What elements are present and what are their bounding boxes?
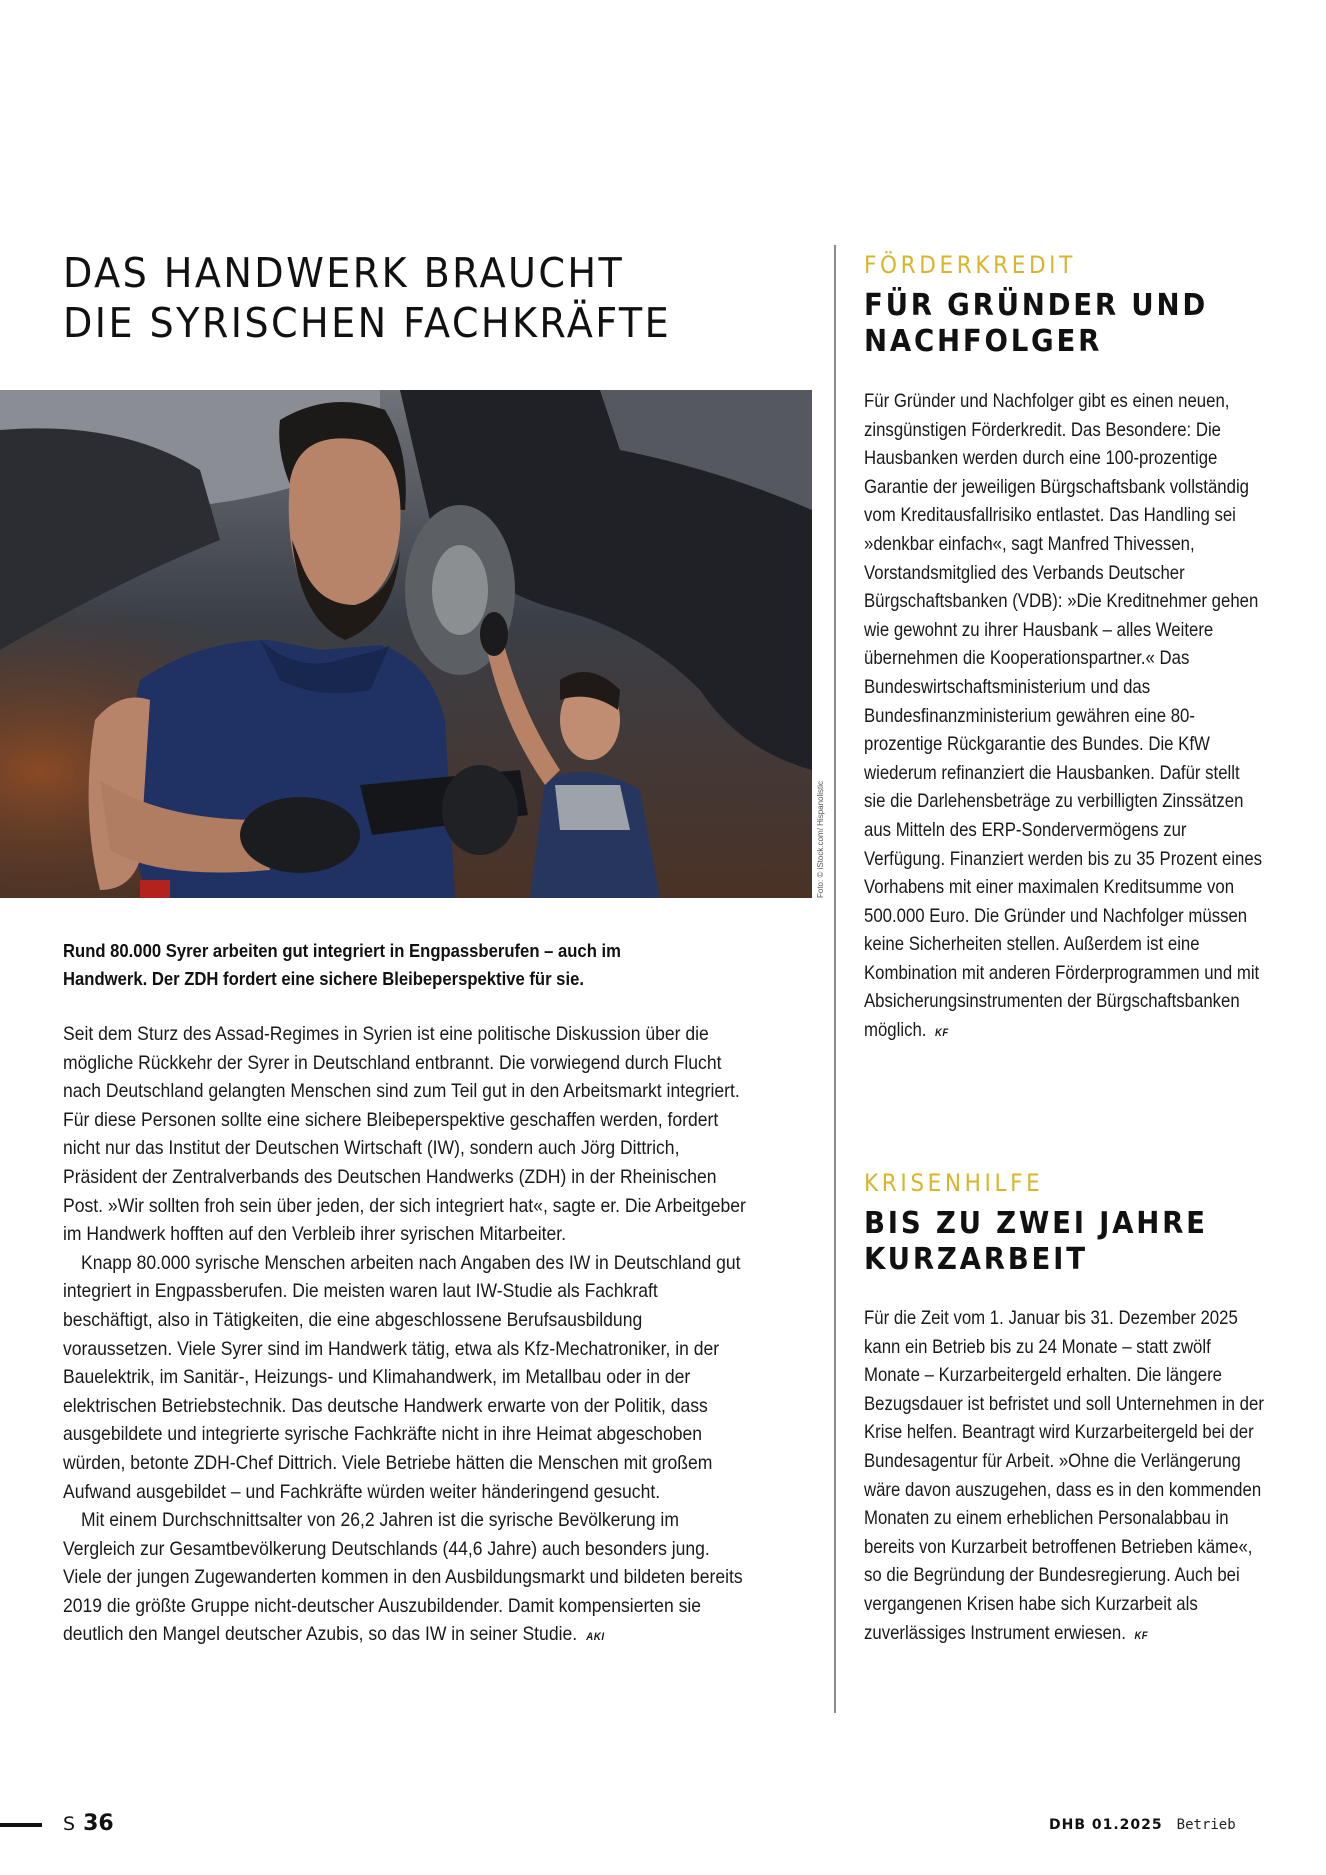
page-prefix: S <box>63 1813 76 1835</box>
author-initials: AKI <box>586 1631 605 1644</box>
article-paragraph-text: Mit einem Durchschnittsalter von 26,2 Jahren ist die syrische Bevölkerung im Vergleich zur Gesamtbevölkerung Deutschlands (44,6 Jahre) auch besonders jung. Viele der jungen Zugewanderten kommen in den Ausbildungsmarkt und bildeten bereits 2019 die größte Gruppe nicht-deutscher Auszubildender. Damit kompensierten sie deutlich den Mangel deutscher Azubis, so das IW in seiner Studie. <box>63 1509 743 1646</box>
sidebar-title <box>864 288 1232 360</box>
sidebar-text-foerderkredit <box>864 387 1263 1048</box>
workshop-photo-illustration <box>0 390 812 898</box>
article-title <box>63 248 770 348</box>
article-body <box>63 1020 747 1652</box>
page-number-value: 36 <box>83 1811 114 1836</box>
sidebar-text-krisenhilfe <box>864 1304 1264 1650</box>
footer-rule <box>0 1823 42 1827</box>
page-number <box>63 1811 114 1837</box>
issue-info <box>1049 1815 1236 1835</box>
article-teaser: Rund 80.000 Syrer arbeiten gut integriert in Engpassberufen – auch im Handwerk. Der ZDH fordert eine sichere Bleibeperspektive für sie. <box>63 940 621 989</box>
sidebar-paragraph-text: Für die Zeit vom 1. Januar bis 31. Dezember 2025 kann ein Betrieb bis zu 24 Monate – statt zwölf Monate – Kurzarbeitergeld erhalten. Die längere Bezugsdauer ist befristet und soll Unternehmen in der Krise helfen. Beantragt wird Kurzarbeitergeld bei der Bundesagentur für Arbeit. »Ohne die Verlängerung wäre davon auszugehen, dass es in den kommenden Monaten zu einem erheblichen Personalabbau in bereits von Kurzarbeit betroffenen Betrieben käme«, so die Begründung der Bundesregierung. Auch bei vergangenen Krisen habe sich Kurzarbeit als zuverlässiges Instrument erwiesen. <box>864 1307 1264 1644</box>
sidebar-title-line-2: KURZARBEIT <box>864 1242 1088 1277</box>
sidebar-paragraph <box>864 387 1264 1048</box>
sidebar-title-line-2: NACHFOLGER <box>864 324 1103 359</box>
sidebar-title <box>864 1206 1232 1278</box>
sidebar-item-krisenhilfe <box>864 1168 1264 1278</box>
article-paragraph <box>63 1506 747 1652</box>
sidebar-item-foerderkredit <box>864 250 1264 360</box>
article-title-line-1: DAS HANDWERK BRAUCHT <box>63 249 625 297</box>
sidebar-paragraph <box>864 1304 1264 1650</box>
magazine-issue: DHB 01.2025 <box>1049 1817 1163 1833</box>
author-initials: KF <box>1134 1629 1148 1642</box>
sidebar-title-line-1: FÜR GRÜNDER UND <box>864 288 1208 323</box>
section-name: Betrieb <box>1176 1817 1236 1833</box>
sidebar-kicker: KRISENHILFE <box>864 1169 1044 1197</box>
article-paragraph: Knapp 80.000 syrische Menschen arbeiten nach Angaben des IW in Deutschland gut integriert in Engpassberufen. Die meisten waren laut IW-Studie als Fachkraft beschäftigt, also in Tätigkeiten, die eine abgeschlossene Berufsausbildung voraussetzen. Viele Syrer sind im Handwerk tätig, etwa als Kfz-Mechatroniker, in der Bauelektrik, im Sanitär-, Heizungs- und Klimahandwerk, im Metallbau oder in der elektrischen Betriebstechnik. Das deutsche Handwerk erwarte von der Politik, dass ausgebildete und integrierte syrische Fachkräfte nicht in ihre Heimat abgeschoben würden, betonte ZDH-Chef Dittrich. Viele Betriebe hätten die Menschen mit großem Aufwand ausgebildet – und Fachkräfte würden weiter händeringend gesucht. <box>63 1251 741 1503</box>
sidebar-kicker: FÖRDERKREDIT <box>864 251 1076 279</box>
column-divider <box>834 245 836 1713</box>
photo-credit: Foto: © iStock.com/ Hispanolistic <box>816 780 825 898</box>
article-photo <box>0 390 812 898</box>
sidebar-paragraph-text: Für Gründer und Nachfolger gibt es einen neuen, zinsgünstigen Förderkredit. Das Besondere: Die Hausbanken werden durch eine 100-prozentige Garantie der jeweiligen Bürgschaftsbank vollständig vom Kreditausfallrisiko entlastet. Das Handling sei »denkbar einfach«, sagt Manfred Thivessen, Vorstandsmitglied des Verbands Deutscher Bürgschaftsbanken (VDB): »Die Kreditnehmer gehen wie gewohnt zu ihrer Hausbank – alles Weitere übernehmen die Kooperationspartner.« Das Bundeswirtschaftsministerium und das Bundesfinanzministerium gewähren eine 80-prozentige Rückgarantie des Bundes. Die KfW wiederum refinanziert die Hausbanken. Dafür stellt sie die Darlehensbeträge zu verbilligten Zinssätzen aus Mitteln des ERP-Sondervermögens zur Verfügung. Finanziert werden bis zu 35 Prozent eines Vorhabens mit einer maximalen Kreditsumme von 500.000 Euro. Die Gründer und Nachfolger müssen keine Sicherheiten stellen. Außerdem ist eine Kombination mit anderen Förderprogrammen und mit Absicherungsinstrumenten der Bürgschaftsbanken möglich. <box>864 390 1263 1042</box>
article-title-line-2: DIE SYRISCHEN FACHKRÄFTE <box>63 299 672 347</box>
article-paragraph: Seit dem Sturz des Assad-Regimes in Syrien ist eine politische Diskussion über die mögliche Rückkehr der Syrer in Deutschland entbrannt. Die vorwiegend durch Flucht nach Deutschland gelangten Menschen sind zum Teil gut in den Arbeitsmarkt integriert. Für diese Personen sollte eine sichere Bleibeperspektive geschaffen werden, fordert nicht nur das Institut der Deutschen Wirtschaft (IW), sondern auch Jörg Dittrich, Präsident der Zentralverbands des Deutschen Handwerks (ZDH) in der Rheinischen Post. »Wir sollten froh sein über jeden, der sich integriert hat«, sagte er. Die Arbeitgeber im Handwerk hofften auf den Verbleib ihrer syrischen Mitarbeiter. <box>63 1023 746 1246</box>
sidebar-title-line-1: BIS ZU ZWEI JAHRE <box>864 1206 1208 1241</box>
author-initials: KF <box>935 1027 949 1040</box>
